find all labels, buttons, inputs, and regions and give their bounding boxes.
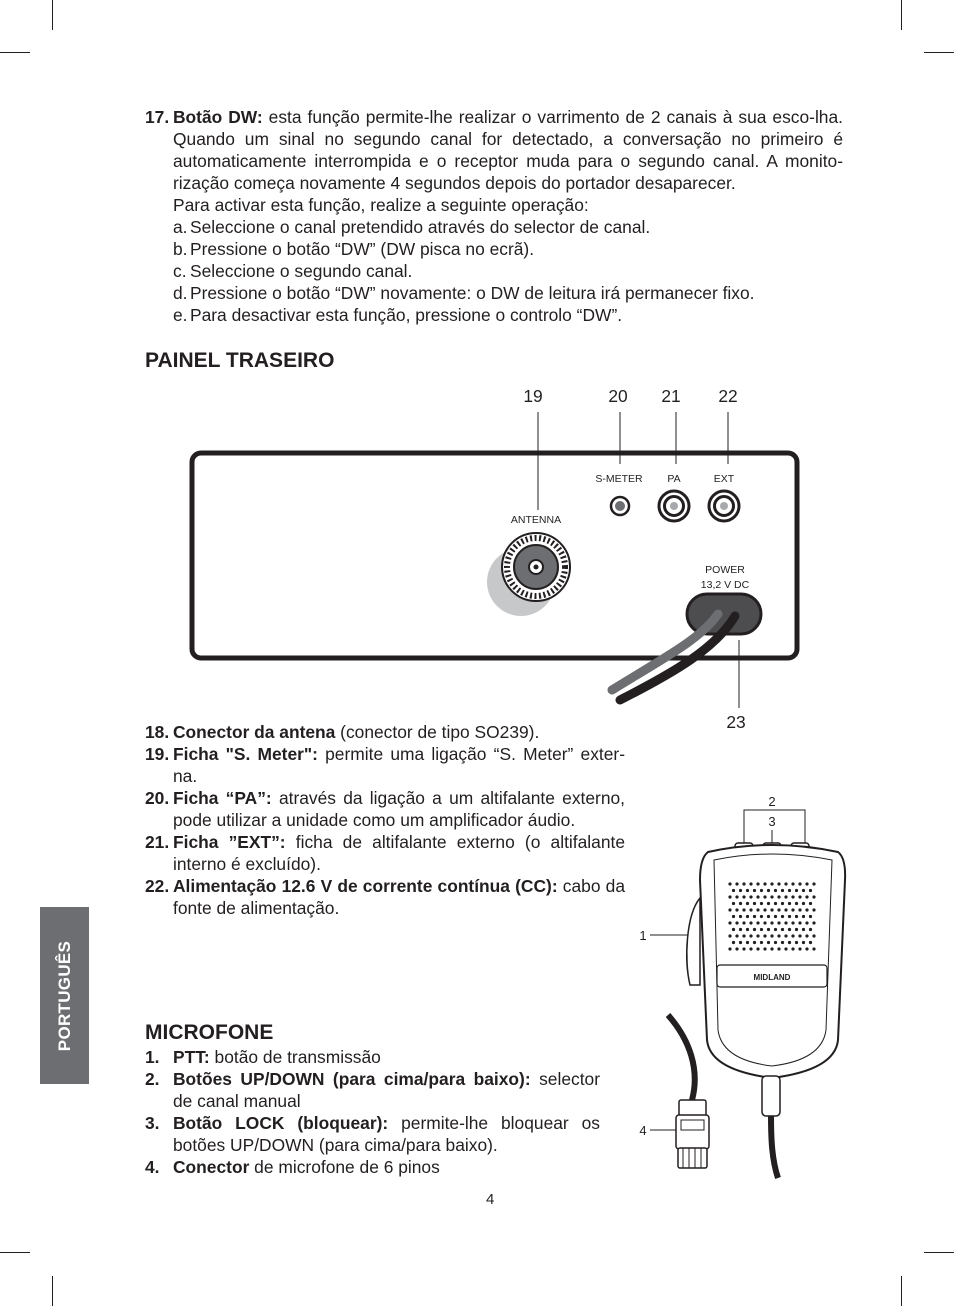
grille-hole [763, 934, 766, 937]
item-17-text: esta função permite-lhe realizar o varrimento de 2 canais à sua esco-lha. Quando um sinal no segundo canal for detectado, a conversação no primeiro é automaticamente interrompida e o receptor muda para o segundo canal. A monito-rização começa novamente 4 segundos depois do portador desaparecer. [173, 107, 843, 193]
grille-hole [767, 889, 770, 892]
grille-hole [770, 908, 773, 911]
grille-hole [788, 902, 791, 905]
grille-hole [791, 921, 794, 924]
grille-hole [746, 889, 749, 892]
grille-hole [756, 882, 759, 885]
grille-hole [728, 934, 731, 937]
grille-hole [753, 915, 756, 918]
mic-callout-3: 3 [768, 814, 776, 829]
grille-hole [732, 889, 735, 892]
grille-hole [742, 895, 745, 898]
grille-hole [763, 882, 766, 885]
grille-hole [735, 947, 738, 950]
grille-hole [753, 928, 756, 931]
grille-hole [781, 928, 784, 931]
grille-hole [756, 895, 759, 898]
grille-hole [767, 941, 770, 944]
grille-hole [798, 908, 801, 911]
grille-hole [732, 902, 735, 905]
grille-hole [809, 941, 812, 944]
label-power: POWER [705, 564, 745, 576]
grille-hole [798, 895, 801, 898]
grille-hole [749, 908, 752, 911]
grille-hole [777, 947, 780, 950]
grille-hole [788, 889, 791, 892]
grille-hole [812, 908, 815, 911]
grille-hole [798, 921, 801, 924]
grille-hole [805, 934, 808, 937]
grille-hole [767, 915, 770, 918]
grille-hole [795, 928, 798, 931]
grille-hole [767, 928, 770, 931]
rear-panel-diagram [180, 380, 820, 750]
mic-brand-logo: MIDLAND [753, 973, 791, 982]
grille-hole [774, 889, 777, 892]
grille-hole [735, 895, 738, 898]
grille-hole [788, 915, 791, 918]
grille-hole [812, 947, 815, 950]
grille-hole [763, 921, 766, 924]
grille-hole [784, 895, 787, 898]
grille-hole [760, 889, 763, 892]
callout-23: 23 [726, 712, 746, 732]
grille-hole [777, 934, 780, 937]
callout-21: 21 [661, 386, 681, 406]
grille-hole [791, 882, 794, 885]
grille-hole [809, 902, 812, 905]
grille-hole [760, 928, 763, 931]
grille-hole [728, 908, 731, 911]
grille-hole [770, 947, 773, 950]
grille-hole [809, 928, 812, 931]
grille-hole [781, 941, 784, 944]
grille-hole [802, 889, 805, 892]
grille-hole [777, 921, 780, 924]
grille-hole [777, 908, 780, 911]
grille-hole [774, 928, 777, 931]
grille-hole [735, 921, 738, 924]
grille-hole [774, 902, 777, 905]
grille-hole [739, 902, 742, 905]
language-tab: PORTUGUÊS [40, 907, 89, 1084]
mic-body [700, 845, 845, 1078]
grille-hole [805, 921, 808, 924]
grille-hole [812, 921, 815, 924]
grille-hole [784, 934, 787, 937]
grille-hole [770, 934, 773, 937]
grille-hole [732, 941, 735, 944]
grille-hole [732, 928, 735, 931]
callout-20: 20 [608, 386, 628, 406]
connector-item-20: 20. Ficha “PA”: através da ligação a um altifalante externo, pode utilizar a unidade como um amplificador áudio. [145, 788, 625, 830]
grille-hole [795, 941, 798, 944]
grille-hole [763, 895, 766, 898]
grille-hole [770, 921, 773, 924]
grille-hole [735, 908, 738, 911]
grille-hole [805, 908, 808, 911]
grille-hole [760, 941, 763, 944]
grille-hole [728, 882, 731, 885]
mic-connector [676, 1100, 709, 1168]
grille-hole [756, 908, 759, 911]
grille-hole [798, 947, 801, 950]
grille-hole [753, 941, 756, 944]
grille-hole [728, 895, 731, 898]
grille-hole [749, 895, 752, 898]
mic-callout-1: 1 [639, 928, 647, 943]
grille-hole [739, 915, 742, 918]
mic-callout-4: 4 [639, 1123, 647, 1138]
rear-panel-heading: PAINEL TRASEIRO [145, 349, 335, 372]
grille-hole [788, 928, 791, 931]
page-number: 4 [486, 1191, 495, 1208]
grille-hole [798, 934, 801, 937]
connector-item-21: 21. Ficha ”EXT”: ficha de altifalante externo (o altifalante interno é excluído). [145, 832, 625, 874]
grille-hole [746, 941, 749, 944]
grille-hole [739, 941, 742, 944]
grille-hole [728, 947, 731, 950]
grille-hole [742, 908, 745, 911]
connector-item-22: 22. Alimentação 12.6 V de corrente contínua (CC): cabo da fonte de alimentação. [145, 876, 625, 918]
grille-hole [791, 934, 794, 937]
grille-hole [809, 889, 812, 892]
grille-hole [812, 895, 815, 898]
grille-hole [746, 902, 749, 905]
mic-item-2: 2. Botões UP/DOWN (para cima/para baixo): selector de canal manual [145, 1069, 600, 1111]
item-17-title: Botão DW: [173, 107, 263, 127]
step-e: e. Para desactivar esta função, pressione o controlo “DW”. [173, 305, 623, 325]
step-b: b. Pressione o botão “DW” (DW pisca no ecrã). [173, 239, 535, 259]
grille-hole [735, 882, 738, 885]
grille-hole [753, 902, 756, 905]
mic-item-4: 4. Conector de microfone de 6 pinos [145, 1157, 440, 1177]
grille-hole [728, 921, 731, 924]
grille-hole [749, 921, 752, 924]
antenna-connector [487, 533, 570, 616]
grille-hole [732, 915, 735, 918]
grille-hole [742, 921, 745, 924]
grille-hole [795, 889, 798, 892]
grille-hole [739, 928, 742, 931]
grille-hole [805, 882, 808, 885]
mic-callout-2: 2 [768, 794, 776, 809]
grille-hole [784, 908, 787, 911]
grille-hole [777, 895, 780, 898]
step-d: d. Pressione o botão “DW” novamente: o DW de leitura irá permanecer fixo. [173, 283, 755, 303]
item-17-number: 17. [145, 107, 170, 127]
grille-hole [805, 895, 808, 898]
mic-item-1: 1. PTT: botão de transmissão [145, 1047, 381, 1067]
grille-hole [749, 934, 752, 937]
microphone-heading: MICROFONE [145, 1021, 274, 1044]
grille-hole [742, 882, 745, 885]
label-ext: EXT [713, 473, 735, 485]
grille-hole [812, 882, 815, 885]
connector-item-19: 19. Ficha "S. Meter": permite uma ligação “S. Meter” exter-na. [145, 744, 626, 786]
grille-hole [791, 908, 794, 911]
grille-hole [805, 947, 808, 950]
grille-hole [781, 889, 784, 892]
grille-hole [753, 889, 756, 892]
grille-hole [739, 889, 742, 892]
grille-hole [749, 882, 752, 885]
grille-hole [802, 928, 805, 931]
grille-hole [756, 947, 759, 950]
grille-hole [735, 934, 738, 937]
grille-hole [742, 947, 745, 950]
grille-hole [774, 941, 777, 944]
callout-22: 22 [718, 386, 738, 406]
grille-hole [763, 908, 766, 911]
grille-hole [774, 915, 777, 918]
grille-hole [795, 915, 798, 918]
grille-hole [742, 934, 745, 937]
grille-hole [746, 928, 749, 931]
item-17-intro: Para activar esta função, realize a seguinte operação: [173, 195, 589, 215]
grille-hole [760, 902, 763, 905]
grille-hole [809, 915, 812, 918]
grille-hole [788, 941, 791, 944]
grille-hole [749, 947, 752, 950]
grille-hole [777, 882, 780, 885]
grille-hole [767, 902, 770, 905]
microphone-diagram [630, 790, 860, 1180]
grille-hole [812, 934, 815, 937]
grille-hole [791, 895, 794, 898]
grille-hole [756, 921, 759, 924]
item-17 [145, 106, 843, 216]
step-a: a. Seleccione o canal pretendido através do selector de canal. [173, 217, 651, 237]
grille-hole [798, 882, 801, 885]
label-pa: PA [667, 473, 681, 485]
grille-hole [763, 947, 766, 950]
grille-hole [781, 902, 784, 905]
grille-hole [770, 882, 773, 885]
grille-hole [791, 947, 794, 950]
callout-19: 19 [523, 386, 543, 406]
grille-hole [802, 902, 805, 905]
step-c: c. Seleccione o segundo canal. [173, 261, 413, 281]
grille-hole [802, 941, 805, 944]
grille-hole [746, 915, 749, 918]
grille-hole [784, 921, 787, 924]
grille-hole [770, 895, 773, 898]
grille-hole [784, 947, 787, 950]
label-smeter: S-METER [595, 473, 643, 485]
grille-hole [760, 915, 763, 918]
label-power-voltage: 13,2 V DC [700, 579, 750, 591]
grille-hole [802, 915, 805, 918]
grille-hole [781, 915, 784, 918]
grille-hole [795, 902, 798, 905]
grille-hole [756, 934, 759, 937]
connector-item-18: 18. Conector da antena (conector de tipo SO239). [145, 722, 540, 742]
label-antenna: ANTENNA [510, 514, 562, 526]
grille-hole [784, 882, 787, 885]
mic-item-3: 3. Botão LOCK (bloquear): permite-lhe bloquear os botões UP/DOWN (para cima/para baixo). [145, 1113, 600, 1155]
